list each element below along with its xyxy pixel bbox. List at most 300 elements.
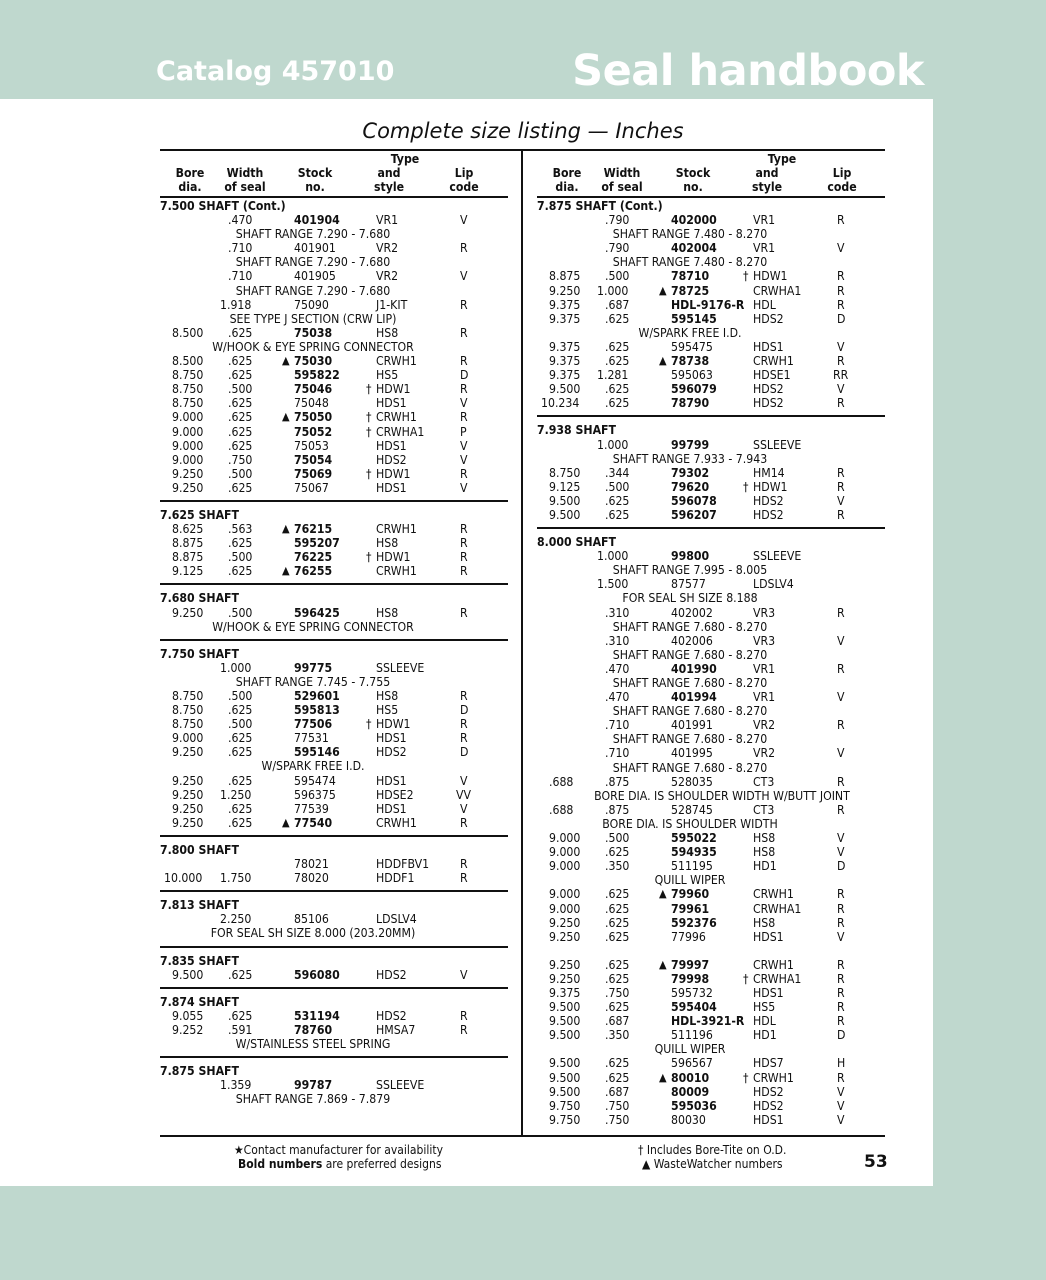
stock-number: 85106 — [294, 912, 329, 927]
section-divider — [160, 639, 508, 647]
type-style: SSLEEVE — [753, 437, 802, 452]
table-row — [537, 269, 887, 283]
table-row — [160, 269, 510, 283]
row-note: W/SPARK FREE I.D. — [638, 325, 742, 340]
row-note: SHAFT RANGE 7.680 - 8.270 — [612, 732, 768, 747]
header-type-top: Type — [767, 152, 797, 166]
table-row — [537, 396, 887, 410]
row-note: FOR SEAL SH SIZE 8.188 — [622, 591, 758, 606]
width-cell: 1.000 — [597, 283, 629, 298]
width-cell: .500 — [228, 605, 253, 620]
width-cell: .625 — [228, 325, 253, 340]
table-row — [160, 857, 510, 871]
stock-number: 401904 — [294, 213, 340, 228]
table-row — [160, 241, 510, 255]
width-cell: 1.500 — [597, 577, 629, 592]
stock-number: 78725 — [671, 283, 710, 298]
lip-code: R — [837, 605, 845, 620]
stock-number: 596567 — [671, 1056, 713, 1071]
table-row — [537, 634, 887, 648]
table-row — [537, 690, 887, 704]
bore-cell: 9.250 — [172, 815, 204, 830]
type-style: HDS7 — [753, 1056, 784, 1071]
type-style: HDL — [753, 297, 776, 312]
width-cell: 2.250 — [220, 912, 252, 927]
table-row — [537, 241, 887, 255]
type-style: VR1 — [753, 241, 776, 256]
width-cell: .625 — [605, 957, 630, 972]
width-cell: .687 — [605, 1084, 630, 1099]
row-note: SHAFT RANGE 7.869 - 7.879 — [235, 1092, 391, 1107]
note-row — [160, 675, 510, 689]
bore-cell: 9.375 — [549, 985, 581, 1000]
type-style: HDS1 — [376, 801, 407, 816]
width-cell: 1.000 — [220, 660, 252, 675]
note-row — [160, 312, 510, 326]
bore-cell: 9.000 — [549, 845, 581, 860]
bore-cell: 8.750 — [172, 396, 204, 411]
width-cell: .625 — [228, 815, 253, 830]
type-style: HDS2 — [753, 493, 784, 508]
lip-code: R — [460, 564, 468, 579]
lip-code: R — [460, 354, 468, 369]
table-row — [160, 816, 510, 830]
bore-cell: .688 — [549, 774, 574, 789]
bore-tite-icon: † — [366, 717, 372, 732]
bore-cell: 9.500 — [549, 1028, 581, 1043]
width-cell: .591 — [228, 1022, 253, 1037]
width-cell: .625 — [605, 887, 630, 902]
lip-code: R — [837, 1070, 845, 1085]
footer-note-bore-tite: † Includes Bore-Tite on O.D. — [638, 1143, 787, 1157]
table-row — [537, 845, 887, 859]
width-cell: .625 — [228, 801, 253, 816]
width-cell: .625 — [228, 536, 253, 551]
stock-number: 529601 — [294, 689, 340, 703]
row-note: SHAFT RANGE 7.680 - 8.270 — [612, 647, 768, 662]
type-style: HDW1 — [376, 382, 411, 397]
stock-number: 76255 — [294, 564, 333, 579]
table-row — [160, 481, 510, 495]
type-style: SSLEEVE — [376, 1078, 425, 1093]
width-cell: .625 — [605, 493, 630, 508]
width-cell: .500 — [228, 717, 253, 732]
stock-number: 595022 — [671, 831, 717, 846]
bore-cell: 8.500 — [172, 325, 204, 340]
section-title: 7.750 SHAFT — [160, 646, 240, 661]
bore-cell: 8.750 — [172, 717, 204, 732]
bore-cell: 9.055 — [172, 1008, 204, 1023]
wastewatcher-icon: ▲ — [282, 410, 290, 424]
bore-tite-icon: † — [366, 550, 372, 565]
type-style: HDDFBV1 — [376, 857, 430, 872]
type-style: HDW1 — [376, 466, 411, 481]
type-style: HDS1 — [376, 438, 407, 453]
lip-code: V — [460, 480, 468, 495]
width-cell: .750 — [605, 985, 630, 1000]
table-row — [537, 438, 887, 452]
note-row — [537, 817, 887, 831]
type-style: CRWHA1 — [753, 901, 802, 916]
lip-code: D — [460, 703, 469, 718]
stock-number: 595475 — [671, 339, 713, 354]
type-style: HDS2 — [753, 1084, 784, 1099]
table-row — [537, 775, 887, 789]
table-row — [160, 326, 510, 340]
stock-number: 75050 — [294, 410, 333, 425]
type-style: HDS2 — [753, 311, 784, 326]
lip-code: V — [837, 746, 845, 761]
note-row — [160, 759, 510, 773]
lip-code: R — [460, 815, 468, 830]
header-bore: Bore — [552, 166, 582, 180]
lip-code: R — [460, 605, 468, 620]
width-cell: .625 — [228, 967, 253, 982]
section-title: 7.835 SHAFT — [160, 953, 240, 968]
footer-bold-numbers: Bold numbers — [238, 1157, 323, 1171]
footer-note-wastewatcher: ▲ WasteWatcher numbers — [642, 1157, 783, 1171]
lip-code: R — [460, 466, 468, 481]
note-row — [537, 789, 887, 803]
type-style: CRWHA1 — [376, 424, 425, 439]
lip-code: H — [837, 1056, 846, 1071]
stock-number: 77540 — [294, 815, 333, 830]
note-row — [537, 1042, 887, 1056]
stock-number: 595036 — [671, 1098, 717, 1113]
note-row — [537, 452, 887, 466]
bore-cell: 9.375 — [549, 297, 581, 312]
width-cell: .790 — [605, 213, 630, 228]
bore-cell: 8.750 — [172, 382, 204, 397]
lip-code: V — [460, 213, 468, 228]
stock-number: 595145 — [671, 311, 717, 326]
note-row — [160, 1092, 510, 1106]
lip-code: V — [837, 690, 845, 705]
bore-cell: 9.000 — [549, 859, 581, 874]
header-type: and — [377, 166, 401, 180]
stock-number: 78760 — [294, 1022, 333, 1037]
bore-cell: 9.000 — [549, 887, 581, 902]
bore-cell: 10.234 — [541, 396, 580, 411]
lip-code: R — [837, 901, 845, 916]
bore-cell: 8.875 — [549, 269, 581, 284]
section-divider — [160, 987, 508, 995]
width-cell: .710 — [228, 241, 253, 256]
stock-number: 77506 — [294, 717, 333, 732]
type-style: HS8 — [376, 325, 399, 340]
type-style: SSLEEVE — [753, 549, 802, 564]
section-title: 7.680 SHAFT — [160, 591, 240, 606]
type-style: LDSLV4 — [376, 912, 417, 927]
lip-code: R — [837, 479, 845, 494]
note-row — [160, 284, 510, 298]
bore-cell: 9.250 — [172, 773, 204, 788]
width-cell: .710 — [228, 269, 253, 284]
lip-code: V — [837, 339, 845, 354]
stock-number: 87577 — [671, 577, 706, 592]
catalog-label: Catalog 457010 — [156, 56, 395, 87]
stock-number: 78021 — [294, 857, 329, 872]
bore-tite-icon: † — [366, 466, 372, 481]
stock-number: 511196 — [671, 1028, 713, 1043]
type-style: HDS2 — [753, 396, 784, 411]
wastewatcher-icon: ▲ — [282, 354, 290, 368]
row-note: SHAFT RANGE 7.290 - 7.680 — [235, 283, 391, 298]
bore-cell: 9.000 — [172, 452, 204, 467]
row-note: W/STAINLESS STEEL SPRING — [235, 1036, 391, 1051]
stock-number: 402002 — [671, 605, 713, 620]
type-style: VR1 — [753, 690, 776, 705]
type-style: HDS1 — [753, 339, 784, 354]
stock-number: 75069 — [294, 466, 333, 481]
type-style: HDSE1 — [753, 368, 791, 383]
lip-code: V — [460, 269, 468, 284]
table-row — [537, 466, 887, 480]
row-note: SHAFT RANGE 7.745 - 7.755 — [235, 674, 391, 689]
bore-tite-icon: † — [366, 424, 372, 439]
type-style: HS8 — [753, 831, 776, 846]
width-cell: 1.000 — [597, 437, 629, 452]
width-cell: .310 — [605, 633, 630, 648]
header-bore-2: dia. — [178, 180, 202, 194]
width-cell: .625 — [228, 564, 253, 579]
note-row — [160, 255, 510, 269]
row-note: SHAFT RANGE 7.290 - 7.680 — [235, 227, 391, 242]
lip-code: R — [460, 717, 468, 732]
bore-cell: 8.875 — [172, 536, 204, 551]
header-lip: Lip — [454, 166, 474, 180]
lip-code: VV — [456, 787, 471, 802]
row-gap — [537, 944, 887, 958]
stock-number: 401905 — [294, 269, 336, 284]
bore-cell: 9.375 — [549, 354, 581, 369]
table-row — [537, 340, 887, 354]
type-style: HS5 — [376, 703, 399, 718]
header-stock-2: no. — [683, 180, 703, 194]
bore-cell: 9.000 — [172, 438, 204, 453]
type-style: HDW1 — [753, 479, 788, 494]
width-cell: .625 — [228, 480, 253, 495]
wastewatcher-icon: ▲ — [659, 887, 667, 901]
table-row — [160, 703, 510, 717]
bore-cell: 9.250 — [549, 957, 581, 972]
stock-number: 595732 — [671, 985, 713, 1000]
row-note: SHAFT RANGE 7.680 - 8.270 — [612, 676, 768, 690]
type-style: HM14 — [753, 465, 785, 480]
lip-code: R — [460, 550, 468, 565]
width-cell: .500 — [228, 466, 253, 481]
type-style: HDS1 — [376, 731, 407, 746]
section-divider — [160, 500, 508, 508]
table-row — [537, 354, 887, 368]
stock-number: 76215 — [294, 522, 333, 537]
type-style: CRWH1 — [753, 1070, 794, 1085]
width-cell: .625 — [228, 703, 253, 718]
lip-code: R — [837, 269, 845, 284]
stock-number: 76225 — [294, 550, 333, 565]
lip-code: R — [460, 241, 468, 256]
column-divider — [521, 150, 523, 1135]
bore-tite-icon: † — [743, 269, 749, 284]
note-row — [537, 620, 887, 634]
lip-code: R — [837, 297, 845, 312]
stock-number: 75030 — [294, 354, 333, 369]
width-cell: .625 — [605, 339, 630, 354]
lip-code: D — [837, 311, 846, 326]
stock-number: 594935 — [671, 845, 717, 860]
type-style: HD1 — [753, 859, 777, 874]
lip-code: V — [460, 452, 468, 467]
note-row — [537, 732, 887, 746]
table-row — [160, 382, 510, 396]
table-row — [537, 902, 887, 916]
width-cell: .500 — [228, 689, 253, 703]
type-style: VR1 — [376, 213, 399, 228]
type-style: HS5 — [376, 368, 399, 383]
stock-number: 596375 — [294, 787, 336, 802]
table-row — [537, 606, 887, 620]
wastewatcher-icon: ▲ — [282, 522, 290, 536]
wastewatcher-icon: ▲ — [659, 354, 667, 368]
type-style: VR3 — [753, 605, 776, 620]
bore-cell: 8.500 — [172, 354, 204, 369]
lip-code: R — [837, 957, 845, 972]
stock-number: 75046 — [294, 382, 333, 397]
width-cell: .350 — [605, 859, 630, 874]
bottom-rule — [160, 1135, 885, 1137]
type-style: HS8 — [753, 915, 776, 930]
stock-number: 528035 — [671, 774, 713, 789]
footer-note-availability: ★Contact manufacturer for availability — [234, 1143, 443, 1157]
bore-cell: 9.000 — [172, 424, 204, 439]
bore-cell: 9.750 — [549, 1112, 581, 1127]
table-row — [537, 1014, 887, 1028]
table-row — [537, 1099, 887, 1113]
section-title: 7.938 SHAFT — [537, 423, 617, 438]
stock-number: 528745 — [671, 802, 713, 817]
bore-cell: 9.250 — [172, 745, 204, 760]
table-row — [537, 480, 887, 494]
stock-number: 596078 — [671, 493, 717, 508]
width-cell: .310 — [605, 605, 630, 620]
lip-code: R — [837, 1014, 845, 1029]
stock-number: 78020 — [294, 871, 329, 886]
table-row — [537, 1071, 887, 1085]
stock-number: 75067 — [294, 480, 329, 495]
bore-cell: 9.375 — [549, 339, 581, 354]
width-cell: .710 — [605, 746, 630, 761]
width-cell: .750 — [605, 1112, 630, 1127]
width-cell: .470 — [605, 690, 630, 705]
bore-cell: 9.125 — [549, 479, 581, 494]
lip-code: R — [837, 354, 845, 369]
lip-code: RR — [833, 368, 849, 383]
table-row — [537, 831, 887, 845]
type-style: HMSA7 — [376, 1022, 416, 1037]
type-style: SSLEEVE — [376, 660, 425, 675]
lip-code: D — [460, 745, 469, 760]
section-title: 7.800 SHAFT — [160, 842, 240, 857]
stock-number: HDL-9176-R — [671, 297, 745, 312]
note-row — [537, 563, 887, 577]
type-style: HDS2 — [753, 382, 784, 397]
bore-cell: 8.750 — [172, 368, 204, 383]
row-note: SHAFT RANGE 7.480 - 8.270 — [612, 255, 768, 270]
type-style: HS8 — [376, 536, 399, 551]
table-row — [537, 803, 887, 817]
bore-tite-icon: † — [743, 479, 749, 494]
table-row — [537, 549, 887, 563]
table-row — [537, 662, 887, 676]
row-note: SHAFT RANGE 7.680 - 8.270 — [612, 619, 768, 634]
lip-code: V — [837, 1084, 845, 1099]
header-stock-2: no. — [305, 180, 325, 194]
width-cell: .790 — [605, 241, 630, 256]
lip-code: V — [460, 438, 468, 453]
type-style: HDS2 — [376, 452, 407, 467]
header-width-2: of seal — [224, 180, 266, 194]
table-row — [537, 746, 887, 760]
lip-code: P — [460, 424, 467, 439]
stock-number: 75038 — [294, 325, 333, 340]
table-row — [160, 550, 510, 564]
table-row — [160, 802, 510, 816]
lip-code: D — [837, 859, 846, 874]
width-cell: .687 — [605, 297, 630, 312]
table-row — [537, 1000, 887, 1014]
note-row — [160, 620, 510, 634]
handbook-title: Seal handbook — [572, 46, 924, 96]
table-row — [160, 1023, 510, 1037]
type-style: HDS2 — [376, 745, 407, 760]
table-row — [160, 536, 510, 550]
bore-cell: 8.875 — [172, 550, 204, 565]
stock-number: 596207 — [671, 507, 717, 522]
table-row — [537, 1113, 887, 1127]
width-cell: .625 — [605, 1000, 630, 1015]
lip-code: R — [460, 1008, 468, 1023]
table-row — [537, 577, 887, 591]
header-lip-2: code — [827, 180, 857, 194]
table-row — [160, 968, 510, 982]
stock-number: 595146 — [294, 745, 340, 760]
bore-cell: 9.250 — [172, 480, 204, 495]
lip-code: R — [460, 731, 468, 746]
bore-cell: 9.375 — [549, 368, 581, 383]
note-row — [537, 648, 887, 662]
lip-code: R — [837, 915, 845, 930]
bore-cell: 9.000 — [549, 901, 581, 916]
table-row — [537, 1056, 887, 1070]
row-note: QUILL WIPER — [654, 1042, 726, 1057]
header-lip-2: code — [449, 180, 479, 194]
type-style: HDDF1 — [376, 871, 415, 886]
page-title: Complete size listing — Inches — [362, 119, 684, 143]
table-row — [160, 871, 510, 885]
width-cell: .500 — [605, 269, 630, 284]
table-row — [160, 774, 510, 788]
width-cell: .750 — [605, 1098, 630, 1113]
section-title: 7.500 SHAFT (Cont.) — [160, 199, 286, 213]
lip-code: R — [837, 887, 845, 902]
section-divider — [160, 946, 508, 954]
lip-code: R — [837, 1000, 845, 1015]
table-row — [537, 312, 887, 326]
header-type: and — [755, 166, 779, 180]
row-note: BORE DIA. IS SHOULDER WIDTH W/BUTT JOINT — [594, 788, 850, 803]
header-stock: Stock — [297, 166, 333, 180]
width-cell: .687 — [605, 1014, 630, 1029]
